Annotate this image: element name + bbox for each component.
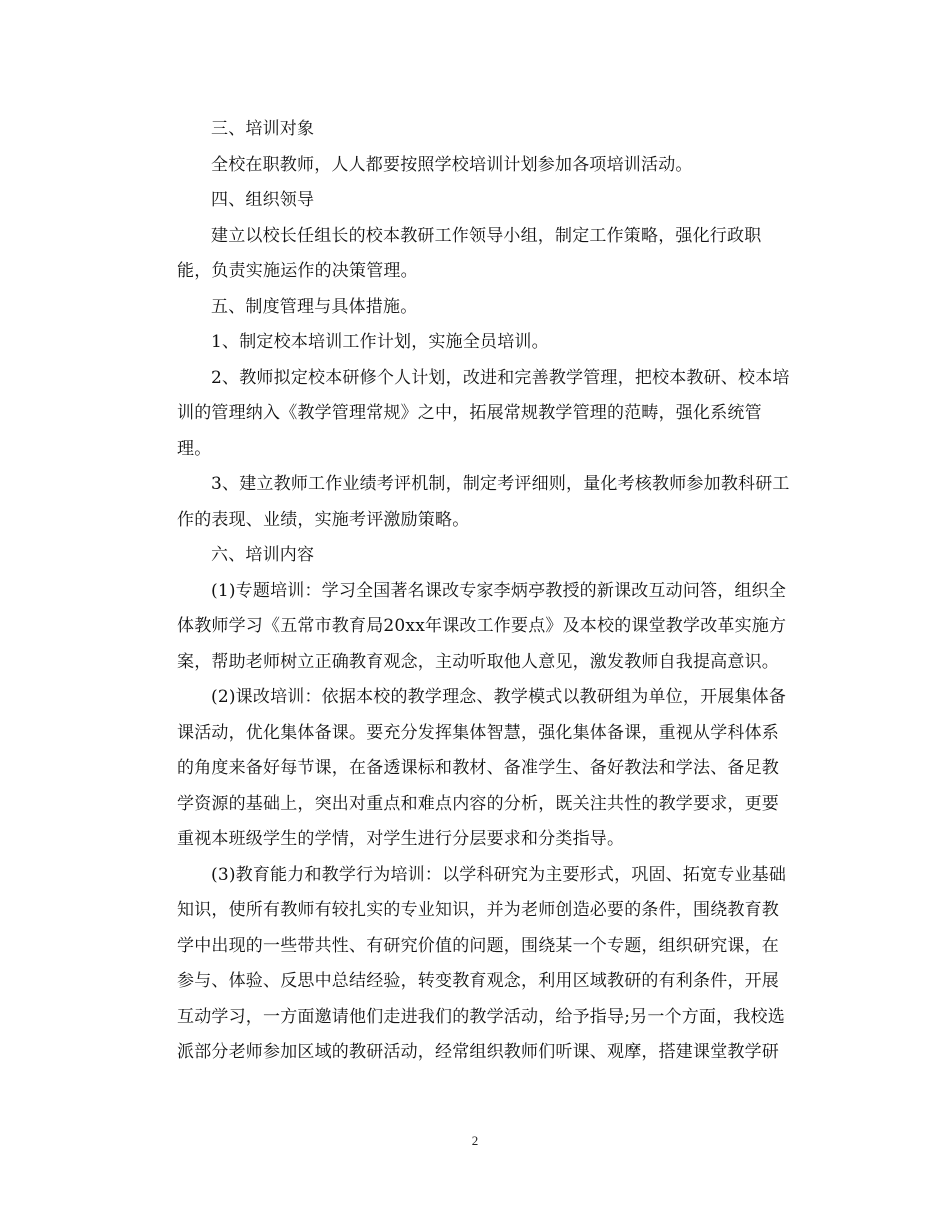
paragraph-line: 的角度来备好每节课，在备透课标和教材、备准学生、备好教法和学法、备足教 — [177, 758, 779, 778]
paragraph-line: 四、组织领导 — [211, 190, 315, 210]
document-body — [143, 112, 815, 1071]
paragraph-line: 2、教师拟定校本研修个人计划，改进和完善教学管理，把校本教研、校本培 — [211, 367, 790, 388]
paragraph-line: 知识，使所有教师有较扎实的专业知识，并为老师创造必要的条件，围绕教育教 — [177, 900, 779, 920]
paragraph-4 — [143, 219, 815, 290]
paragraph-6 — [143, 325, 815, 361]
paragraph-line: 派部分老师参加区域的教研活动，经常组织教师们听课、观摩，搭建课堂教学研 — [177, 1042, 779, 1062]
paragraph-line: 学中出现的一些带共性、有研究价值的问题，围绕某一个专题，组织研究课，在 — [177, 935, 779, 956]
paragraph-9 — [143, 538, 815, 574]
paragraph-8 — [143, 467, 815, 538]
page-number: 2 — [471, 1133, 479, 1148]
paragraph-line: 六、培训内容 — [211, 545, 315, 565]
paragraph-line: 互动学习，一方面邀请他们走进我们的教学活动，给予指导;另一个方面，我校选 — [177, 1006, 785, 1027]
paragraph-line: 学资源的基础上，突出对重点和难点内容的分析，既关注共性的教学要求，更要 — [177, 793, 779, 814]
paragraph-line: 理。 — [177, 438, 212, 459]
paragraph-11 — [143, 680, 815, 858]
paragraph-line: 体教师学习《五常市教育局20xx年课改工作要点》及本校的课堂教学改革实施方 — [177, 616, 787, 636]
paragraph-12 — [143, 858, 815, 1071]
paragraph-line: 能，负责实施运作的决策管理。 — [177, 261, 418, 281]
paragraph-line: (1)专题培训：学习全国著名课改专家李炳亭教授的新课改互动问答，组织全 — [211, 580, 787, 601]
paragraph-line: 1、制定校本培训工作计划，实施全员培训。 — [211, 332, 549, 352]
paragraph-line: 训的管理纳入《教学管理常规》之中，拓展常规教学管理的范畴，强化系统管 — [177, 403, 762, 423]
paragraph-10 — [143, 574, 815, 681]
paragraph-line: 课活动，优化集体备课。要充分发挥集体智慧，强化集体备课，重视从学科体系 — [177, 722, 779, 743]
paragraph-line: 全校在职教师，人人都要按照学校培训计划参加各项培训活动。 — [211, 154, 693, 175]
paragraph-5 — [143, 290, 815, 326]
paragraph-7 — [143, 361, 815, 468]
paragraph-line: 3、建立教师工作业绩考评机制，制定考评细则，量化考核教师参加教科研工 — [211, 474, 790, 494]
paragraph-line: 重视本班级学生的学情，对学生进行分层要求和分类指导。 — [177, 829, 625, 849]
paragraph-line: 五、制度管理与具体措施。 — [211, 296, 418, 317]
paragraph-line: (3)教育能力和教学行为培训：以学科研究为主要形式，巩固、拓宽专业基础 — [211, 864, 787, 885]
paragraph-line: 作的表现、业绩，实施考评激励策略。 — [177, 509, 470, 530]
paragraph-line: (2)课改培训：依据本校的教学理念、教学模式以教研组为单位，开展集体备 — [211, 687, 787, 707]
paragraph-3 — [143, 183, 815, 219]
paragraph-1 — [143, 112, 815, 148]
paragraph-line: 建立以校长任组长的校本教研工作领导小组，制定工作策略，强化行政职 — [211, 225, 762, 246]
paragraph-2 — [143, 148, 815, 184]
paragraph-line: 三、培训对象 — [211, 119, 315, 139]
paragraph-line: 参与、体验、反思中总结经验，转变教育观念，利用区域教研的有利条件，开展 — [177, 971, 779, 991]
paragraph-line: 案，帮助老师树立正确教育观念，主动听取他人意见，激发教师自我提高意识。 — [177, 651, 779, 672]
